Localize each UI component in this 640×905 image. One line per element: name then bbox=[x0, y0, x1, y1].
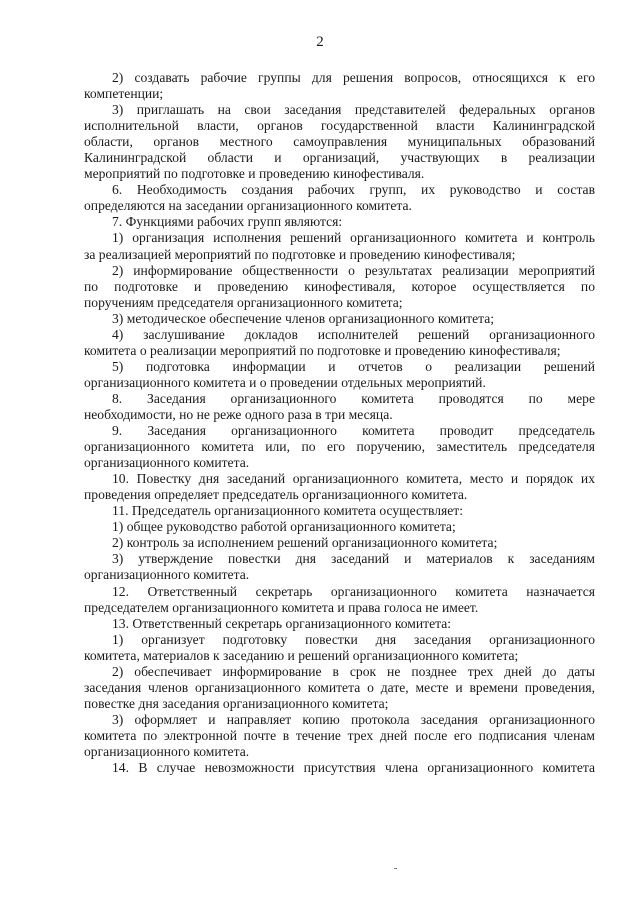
paragraph bbox=[84, 712, 595, 760]
text-line: организационного комитета или, по его поручению, заместитель председателя bbox=[84, 439, 595, 455]
text-line: 2) контроль за исполнением решений организационного комитета; bbox=[112, 535, 498, 551]
text-line: заседания членов организационного комитета о дате, месте и времени проведения, bbox=[84, 679, 595, 695]
paragraph bbox=[84, 327, 595, 359]
text-line: 2) обеспечивает информирование в срок не позднее трех дней до даты bbox=[112, 663, 595, 679]
document-body bbox=[84, 70, 595, 776]
paragraph bbox=[84, 311, 595, 327]
text-line: 3) утверждение повестки дня заседаний и материалов к заседаниям bbox=[112, 551, 595, 567]
text-line: 2) создавать рабочие группы для решения вопросов, относящихся к его bbox=[112, 70, 595, 85]
text-line: председателем организационного комитета и права голоса не имеет. bbox=[84, 599, 479, 615]
text-line: области, органов местного самоуправления муниципальных образований bbox=[84, 134, 595, 150]
text-line: комитета о реализации мероприятий по подготовке и проведению кинофестиваля; bbox=[84, 342, 561, 358]
paragraph bbox=[84, 519, 595, 535]
text-line: 12. Ответственный секретарь организационного комитета назначается bbox=[112, 583, 595, 599]
paragraph bbox=[84, 760, 595, 776]
page-number: 2 bbox=[316, 34, 324, 50]
text-line: организационного комитета и о проведении отдельных мероприятий. bbox=[84, 374, 486, 390]
text-line: проведения определяет председатель организационного комитета. bbox=[84, 487, 468, 503]
text-line: организационного комитета. bbox=[84, 455, 250, 471]
paragraph bbox=[84, 584, 595, 616]
paragraph bbox=[84, 391, 595, 423]
paragraph bbox=[84, 551, 595, 583]
text-line: комитета, материалов к заседанию и решений организационного комитета; bbox=[84, 647, 519, 663]
text-line: 2) информирование общественности о результатах реализации мероприятий bbox=[112, 262, 595, 278]
text-line: поручениям председателя организационного комитета; bbox=[84, 294, 403, 310]
paragraph bbox=[84, 423, 595, 471]
text-line: за реализацией мероприятий по подготовке и проведению кинофестиваля; bbox=[84, 246, 516, 262]
text-line: необходимости, но не реже одного раза в три месяца. bbox=[84, 406, 393, 422]
text-line: 4) заслушивание докладов исполнителей решений организационного bbox=[112, 326, 595, 342]
paragraph bbox=[84, 632, 595, 664]
text-line: 1) организация исполнения решений организационного комитета и контроль bbox=[112, 230, 595, 246]
text-line: 8. Заседания организационного комитета проводятся по мере bbox=[112, 390, 595, 406]
text-line: Калининградской области и организаций, участвующих в реализации bbox=[84, 150, 595, 166]
paragraph bbox=[84, 471, 595, 503]
text-line: 13. Ответственный секретарь организационного комитета: bbox=[112, 615, 452, 631]
text-line: 10. Повестку дня заседаний организационного комитета, место и порядок их bbox=[112, 471, 595, 487]
text-line: исполнительной власти, органов государственной власти Калининградской bbox=[84, 118, 595, 134]
text-line: организационного комитета. bbox=[84, 743, 250, 759]
text-line: 6. Необходимость создания рабочих групп, их руководство и состав bbox=[112, 182, 595, 198]
scan-artifact bbox=[394, 868, 397, 869]
paragraph bbox=[84, 535, 595, 551]
text-line: 1) организует подготовку повестки дня заседания организационного bbox=[112, 631, 595, 647]
text-line: 3) оформляет и направляет копию протокола заседания организационного bbox=[112, 711, 595, 727]
paragraph bbox=[84, 230, 595, 262]
paragraph bbox=[84, 102, 595, 182]
text-line: мероприятий по подготовке и проведению кинофестиваля. bbox=[84, 166, 425, 182]
paragraph bbox=[84, 263, 595, 311]
paragraph bbox=[84, 359, 595, 391]
text-line: 5) подготовка информации и отчетов о реализации решений bbox=[112, 358, 595, 374]
paragraph bbox=[84, 616, 595, 632]
text-line: компетенции; bbox=[84, 86, 164, 102]
paragraph bbox=[84, 503, 595, 519]
text-line: 11. Председатель организационного комитета осуществляет: bbox=[112, 503, 464, 519]
text-line: 9. Заседания организационного комитета проводит председатель bbox=[112, 423, 595, 439]
paragraph bbox=[84, 664, 595, 712]
text-line: по подготовке и проведению кинофестиваля, которое осуществляется по bbox=[84, 278, 595, 294]
paragraph bbox=[84, 214, 595, 230]
paragraph bbox=[84, 70, 595, 102]
text-line: 1) общее руководство работой организационного комитета; bbox=[112, 519, 456, 535]
text-line: повестке дня заседания организационного комитета; bbox=[84, 695, 389, 711]
paragraph bbox=[84, 182, 595, 214]
text-line: 14. В случае невозможности присутствия члена организационного комитета bbox=[112, 760, 595, 776]
text-line: 3) методическое обеспечение членов организационного комитета; bbox=[112, 310, 495, 326]
text-line: определяются на заседании организационного комитета. bbox=[84, 198, 412, 214]
text-line: 3) приглашать на свои заседания представителей федеральных органов bbox=[112, 102, 595, 118]
text-line: организационного комитета. bbox=[84, 567, 250, 583]
text-line: 7. Функциями рабочих групп являются: bbox=[112, 214, 343, 230]
text-line: комитета по электронной почте в течение трех дней после его подписания членам bbox=[84, 727, 595, 743]
